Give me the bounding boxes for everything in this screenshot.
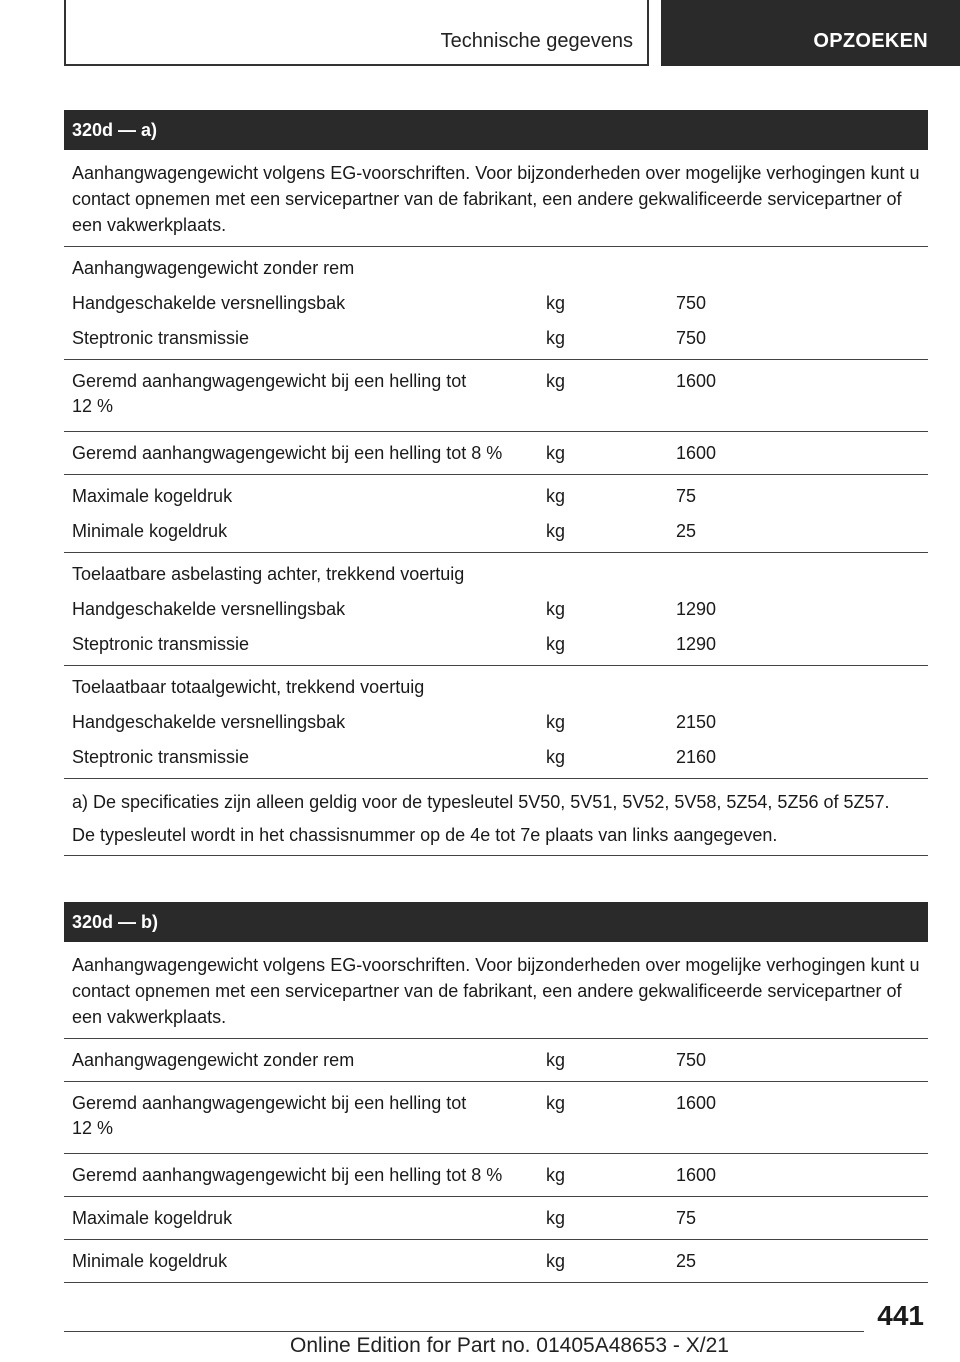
table-row: Geremd aanhangwagengewicht bij een helling tot 8 % kg 1600 — [72, 443, 717, 463]
spec-table-b — [64, 902, 928, 1283]
table-row: Minimale kogeldruk kg 25 — [72, 521, 697, 541]
edition-footer: Online Edition for Part no. 01405A48653 - X/21 — [290, 1334, 729, 1357]
row-group-min-nose — [64, 1240, 928, 1283]
footnote: a) De specificaties zijn alleen geldig voor de typesleutel 5V50, 5V51, 5V52, 5V58, 5Z54, 5Z56 of 5Z57. — [72, 792, 890, 812]
footer-divider — [64, 1331, 864, 1332]
section-tab[interactable] — [661, 0, 960, 66]
table-row: Maximale kogeldruk kg 75 — [72, 1208, 697, 1228]
table-row: Handgeschakelde versnellingsbak kg 750 — [72, 293, 707, 313]
row-group-braked-8 — [64, 1154, 928, 1197]
chapter-title: Technische gegevens — [440, 30, 633, 52]
table-row: Handgeschakelde versnellingsbak kg 2150 — [72, 712, 717, 732]
spec-table-a — [64, 110, 928, 856]
chapter-tab[interactable] — [64, 0, 649, 66]
table-notes — [64, 779, 928, 856]
table-row: Maximale kogeldruk kg 75 — [72, 486, 697, 506]
row-group-rear-axle — [64, 553, 928, 666]
table-row: Handgeschakelde versnellingsbak kg 1290 — [72, 599, 717, 619]
table-title: 320d — b) — [64, 902, 928, 942]
row-group-braked-12 — [64, 360, 928, 432]
footnote: De typesleutel wordt in het chassisnummer op de 4e tot 7e plaats van links aangegeven. — [72, 825, 778, 845]
row-group-unbraked — [64, 247, 928, 360]
group-heading: Toelaatbaar totaalgewicht, trekkend voertuig — [72, 677, 425, 697]
group-heading: Aanhangwagengewicht zonder rem — [72, 258, 355, 278]
row-group-max-nose — [64, 1197, 928, 1240]
table-row: Minimale kogeldruk kg 25 — [72, 1251, 697, 1271]
row-group-braked-12 — [64, 1082, 928, 1154]
table-row: Steptronic transmissie kg 2160 — [72, 747, 717, 767]
row-group-nose-weight — [64, 475, 928, 553]
table-row: Aanhangwagengewicht zonder rem kg 750 — [72, 1050, 707, 1070]
table-row: Geremd aanhangwagengewicht bij een helling tot 12 % kg 1600 — [72, 371, 717, 416]
table-intro: Aanhangwagengewicht volgens EG-voorschriften. Voor bijzonderheden over mogelijke verhogingen kunt u contact opnemen met een servicepartner van de fabrikant, een andere gekwalificeerde servicepartner of een vakwerkplaats. — [64, 942, 928, 1039]
table-row: Steptronic transmissie kg 750 — [72, 328, 707, 348]
table-intro: Aanhangwagengewicht volgens EG-voorschriften. Voor bijzonderheden over mogelijke verhogingen kunt u contact opnemen met een servicepartner van de fabrikant, een andere gekwalificeerde servicepartner of een vakwerkplaats. — [64, 150, 928, 247]
table-row: Geremd aanhangwagengewicht bij een helling tot 12 % kg 1600 — [72, 1093, 717, 1138]
row-group-braked-8 — [64, 432, 928, 475]
group-heading: Toelaatbare asbelasting achter, trekkend voertuig — [72, 564, 465, 584]
row-group-total-weight — [64, 666, 928, 779]
table-row: Steptronic transmissie kg 1290 — [72, 634, 717, 654]
section-tab-label: OPZOEKEN — [813, 30, 928, 52]
page-header — [0, 0, 960, 66]
table-row: Geremd aanhangwagengewicht bij een helling tot 8 % kg 1600 — [72, 1165, 717, 1185]
row-group-unbraked — [64, 1039, 928, 1082]
page-number: 441 — [877, 1300, 924, 1331]
table-title: 320d — a) — [64, 110, 928, 150]
